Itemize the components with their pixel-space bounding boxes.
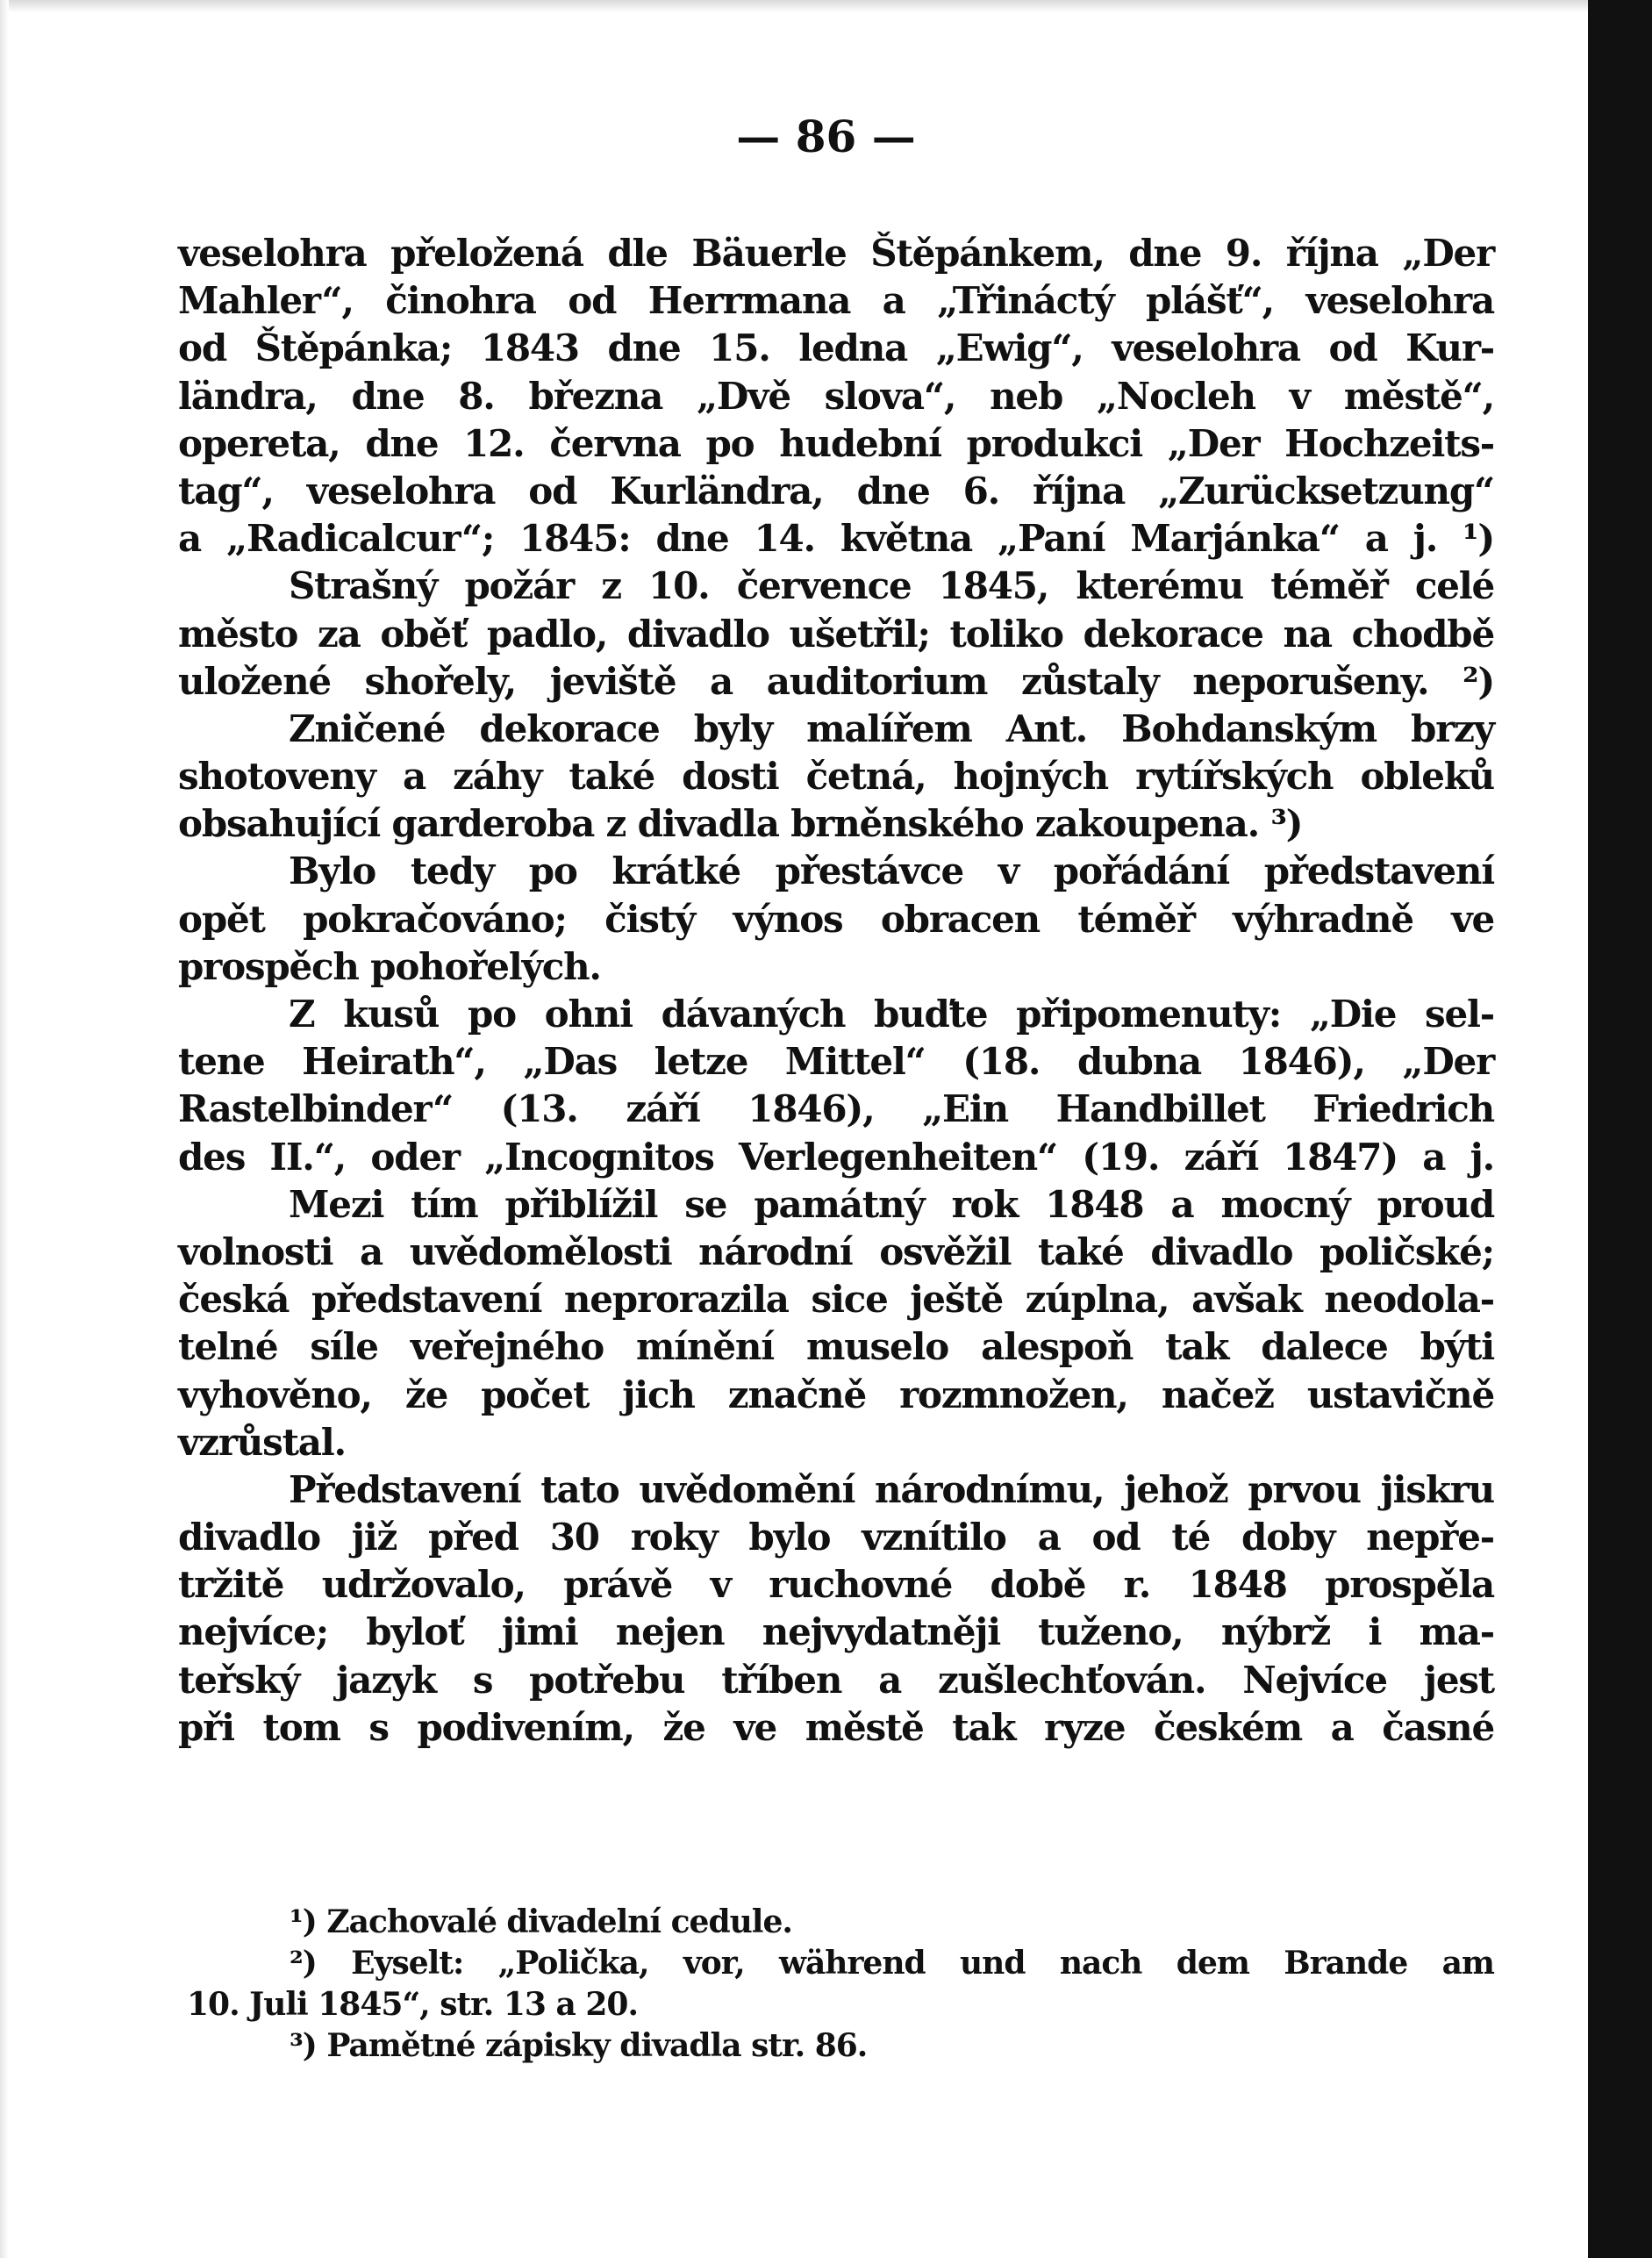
footnote-2: ²) Eyselt: „Polička, vor, während und nach dem Brande am xyxy=(290,1945,1494,1982)
text-line: město za oběť padlo, divadlo ušetřil; toliko dekorace na chodbě xyxy=(178,612,1494,656)
text-line: prospěch pohořelých. xyxy=(178,944,601,988)
text-line: a „Radicalcur“; 1845: dne 14. května „Paní Marjánka“ a j. ¹) xyxy=(178,517,1494,561)
text-line: Mahler“, činohra od Herrmana a „Třináctý plášť“, veselohra xyxy=(178,279,1494,323)
text-line: telné síle veřejného mínění muselo alespoň tak dalece býti xyxy=(178,1325,1494,1369)
text-line: des II.“, oder „Incognitos Verlegenheiten“ (19. září 1847) a j. xyxy=(178,1135,1494,1179)
text-line: vyhověno, že počet jich značně rozmnožen, načež ustavičně xyxy=(178,1373,1494,1416)
text-line: Rastelbinder“ (13. září 1846), „Ein Handbillet Friedrich xyxy=(178,1087,1494,1131)
footnote-2-continuation: 10. Juli 1845“, str. 13 a 20. xyxy=(187,1986,638,2023)
main-text xyxy=(178,230,1494,1752)
text-line: vzrůstal. xyxy=(178,1420,346,1464)
text-line: Mezi tím přiblížil se památný rok 1848 a mocný proud xyxy=(289,1182,1494,1226)
text-line: shotoveny a záhy také dosti četná, hojných rytířských obleků xyxy=(178,755,1494,799)
page-top-edge-shadow xyxy=(0,0,1588,12)
text-line: opereta, dne 12. června po hudební produkci „Der Hochzeits- xyxy=(178,421,1494,465)
text-line: obsahující garderoba z divadla brněnského zakoupena. ³) xyxy=(178,802,1303,846)
text-line: od Štěpánka; 1843 dne 15. ledna „Ewig“, veselohra od Kur- xyxy=(178,326,1494,370)
text-line: tene Heirath“, „Das letze Mittel“ (18. dubna 1846), „Der xyxy=(178,1040,1494,1084)
text-line: Z kusů po ohni dávaných buďte připomenuty: „Die sel- xyxy=(289,993,1494,1036)
text-line: tag“, veselohra od Kurländra, dne 6. října „Zurücksetzung“ xyxy=(178,469,1494,513)
text-line: při tom s podivením, že ve městě tak ryze českém a časné xyxy=(178,1705,1494,1749)
page-left-edge-shadow xyxy=(0,0,9,2258)
text-line: Bylo tedy po krátké přestávce v pořádání představení xyxy=(289,849,1494,893)
page-number: — 86 — xyxy=(736,111,916,162)
footnote-3: ³) Pamětné zápisky divadla str. 86. xyxy=(290,2027,868,2064)
footnote-1: ¹) Zachovalé divadelní cedule. xyxy=(290,1903,792,1940)
text-line: Strašný požár z 10. července 1845, kterému téměř celé xyxy=(289,564,1494,608)
text-line: uložené shořely, jeviště a auditorium zůstaly neporušeny. ²) xyxy=(178,659,1494,703)
text-line: nejvíce; byloť jimi nejen nejvydatněji tuženo, nýbrž i ma- xyxy=(178,1610,1494,1654)
text-line: česká představení neprorazila sice ještě zúplna, avšak neodola- xyxy=(178,1278,1494,1322)
text-line: divadlo již před 30 roky bylo vznítilo a od té doby nepře- xyxy=(178,1516,1494,1559)
text-line: tržitě udržovalo, právě v ruchovné době r. 1848 prospěla xyxy=(178,1563,1494,1607)
text-line: Zničené dekorace byly malířem Ant. Bohdanským brzy xyxy=(289,706,1494,750)
scan-dark-border xyxy=(1588,0,1652,2258)
text-line: opět pokračováno; čistý výnos obracen téměř výhradně ve xyxy=(178,897,1494,941)
footnotes xyxy=(187,1902,1494,2067)
text-line: ländra, dne 8. března „Dvě slova“, neb „Nocleh v městě“, xyxy=(178,374,1494,418)
text-line: teřský jazyk s potřebu tříben a zušlechťován. Nejvíce jest xyxy=(178,1658,1494,1702)
text-line: volnosti a uvědomělosti národní osvěžil také divadlo poličské; xyxy=(178,1229,1494,1273)
text-line: Představení tato uvědomění národnímu, jehož prvou jiskru xyxy=(289,1467,1494,1511)
text-line: veselohra přeložená dle Bäuerle Štěpánkem, dne 9. října „Der xyxy=(178,232,1494,275)
